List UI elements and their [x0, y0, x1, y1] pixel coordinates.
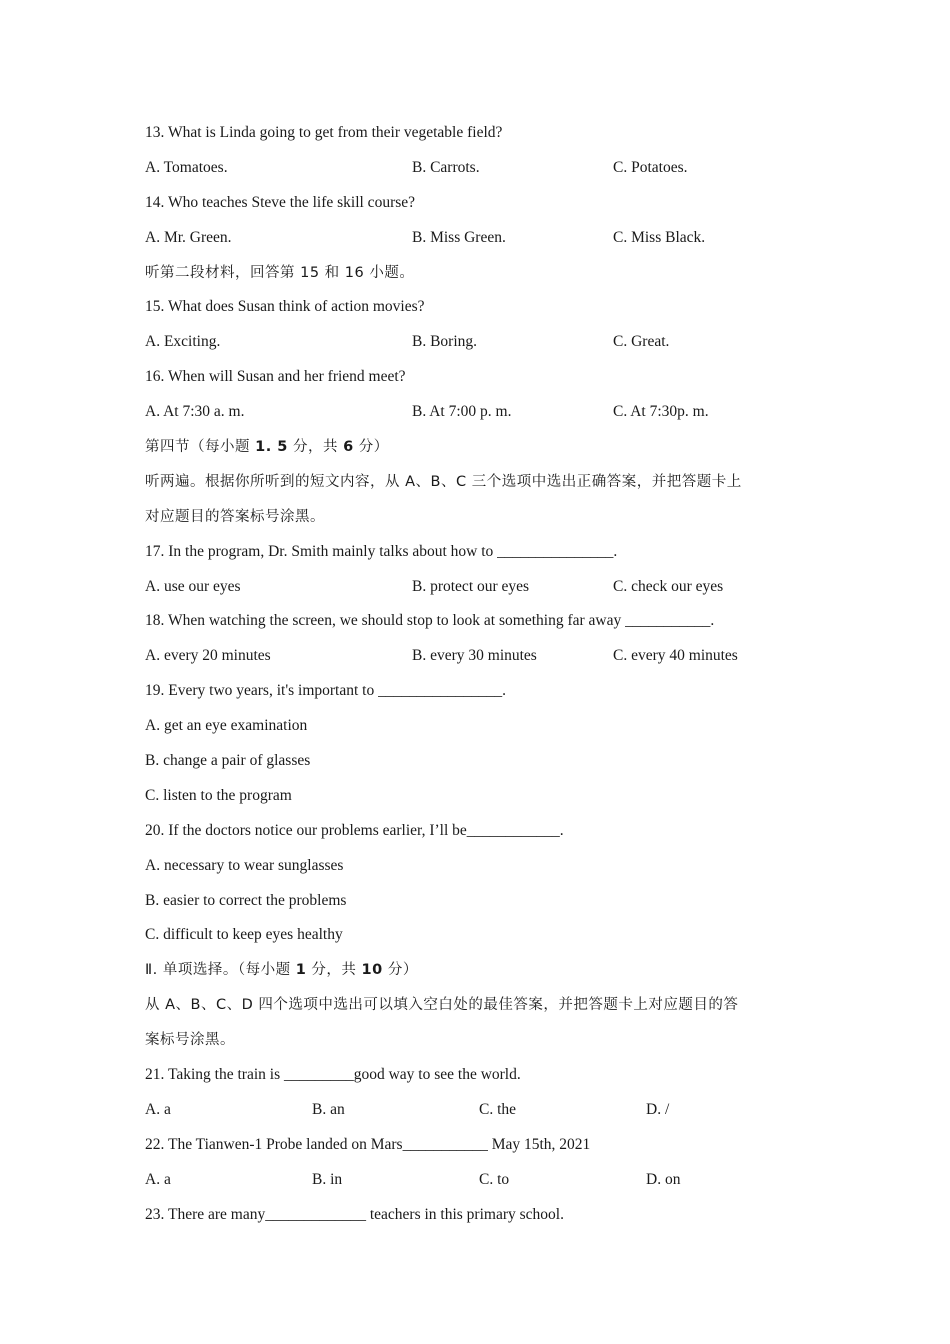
question-18: 18. When watching the screen, we should stop to look at something far away ___________. — [145, 612, 715, 630]
option-b: B. every 30 minutes — [412, 647, 537, 665]
question-21-options — [145, 1095, 815, 1130]
option-d: D. on — [646, 1170, 681, 1188]
option-b: B. Carrots. — [412, 158, 480, 176]
option-b: B. change a pair of glasses — [145, 752, 311, 770]
option-a: A. Exciting. — [145, 333, 221, 351]
option-c: C. Miss Black. — [613, 228, 706, 246]
option-b: B. an — [312, 1100, 345, 1118]
option-a: A. get an eye examination — [145, 717, 308, 735]
exam-page — [145, 118, 815, 1235]
question-18-options — [145, 641, 815, 676]
option-a: A. a — [145, 1100, 171, 1118]
question-21: 21. Taking the train is _________good way to see the world. — [145, 1066, 521, 1084]
part-4-instructions: 听两遍。根据你所听到的短文内容，从 A、B、C 三个选项中选出正确答案，并把答题卡上 — [145, 473, 742, 490]
option-c: C. listen to the program — [145, 786, 292, 804]
option-c: C. check our eyes — [613, 577, 724, 595]
question-13: 13. What is Linda going to get from their vegetable field? — [145, 124, 503, 141]
option-b: B. Boring. — [412, 333, 478, 351]
option-c: C. Great. — [613, 333, 670, 351]
question-14-options — [145, 223, 815, 258]
option-a: A. a — [145, 1170, 171, 1188]
part-2-instructions-cont: 案标号涂黑。 — [145, 1032, 235, 1049]
option-c: C. every 40 minutes — [613, 647, 738, 665]
question-22-options — [145, 1165, 815, 1200]
option-b: B. protect our eyes — [412, 577, 530, 595]
option-c: C. to — [479, 1170, 510, 1188]
option-c: C. At 7:30p. m. — [613, 403, 709, 421]
part-4-heading: 第四节（每小题 1. 5 分，共 6 分） — [145, 439, 389, 456]
question-13-options — [145, 153, 815, 188]
part-4-instructions-cont: 对应题目的答案标号涂黑。 — [145, 508, 325, 525]
question-19: 19. Every two years, it's important to ________________. — [145, 682, 506, 700]
question-15: 15. What does Susan think of action movies? — [145, 298, 425, 316]
question-16-options — [145, 397, 815, 432]
question-14: 14. Who teaches Steve the life skill course? — [145, 193, 416, 211]
question-23: 23. There are many_____________ teachers in this primary school. — [145, 1205, 564, 1223]
question-15-options — [145, 327, 815, 362]
option-a: A. use our eyes — [145, 577, 241, 595]
option-c: C. the — [479, 1100, 517, 1118]
part-2-heading: Ⅱ. 单项选择。（每小题 1 分，共 10 分） — [145, 962, 418, 979]
option-d: D. / — [646, 1100, 670, 1118]
option-a: A. Tomatoes. — [145, 158, 228, 176]
option-a: A. every 20 minutes — [145, 647, 271, 665]
part-2-instructions: 从 A、B、C、D 四个选项中选出可以填入空白处的最佳答案，并把答题卡上对应题目的答 — [145, 997, 739, 1014]
question-22: 22. The Tianwen-1 Probe landed on Mars___________ May 15th, 2021 — [145, 1135, 591, 1153]
option-a: A. At 7:30 a. m. — [145, 403, 245, 421]
option-b: B. Miss Green. — [412, 228, 506, 246]
option-a: A. necessary to wear sunglasses — [145, 856, 344, 874]
option-b: B. At 7:00 p. m. — [412, 403, 512, 421]
question-17: 17. In the program, Dr. Smith mainly talks about how to _______________. — [145, 542, 618, 560]
section-2-note: 听第二段材料，回答第 15 和 16 小题。 — [145, 264, 415, 281]
option-b: B. easier to correct the problems — [145, 891, 347, 909]
question-17-options — [145, 572, 815, 607]
option-c: C. difficult to keep eyes healthy — [145, 926, 343, 944]
question-20: 20. If the doctors notice our problems earlier, I’ll be____________. — [145, 821, 564, 839]
question-16: 16. When will Susan and her friend meet? — [145, 368, 406, 386]
option-c: C. Potatoes. — [613, 158, 688, 176]
option-b: B. in — [312, 1170, 343, 1188]
option-a: A. Mr. Green. — [145, 228, 232, 246]
